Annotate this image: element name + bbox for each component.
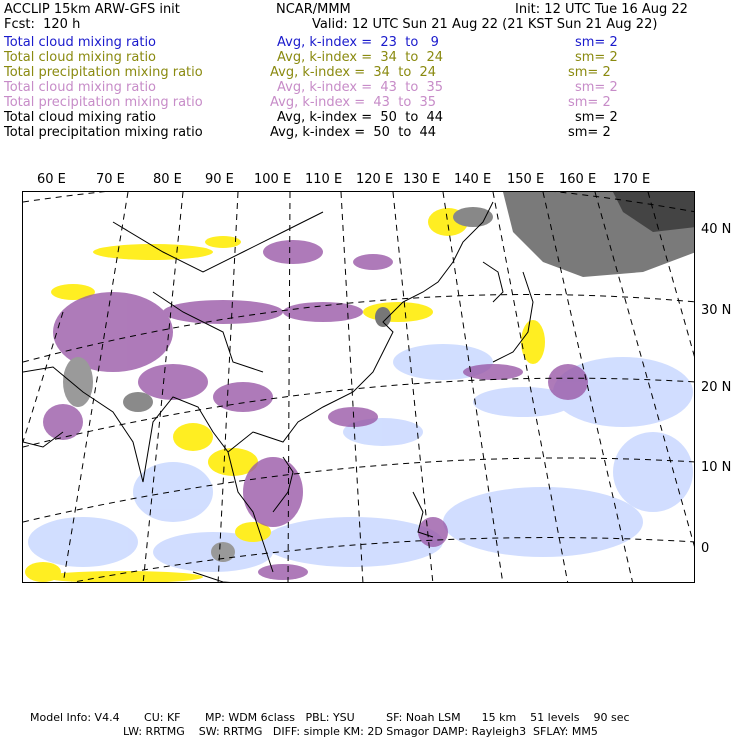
lon-label: 80 E <box>153 172 182 187</box>
field-sm: sm= 2 <box>575 50 618 65</box>
field-avg: Avg, k-index = 34 to 24 <box>270 65 437 80</box>
lat-label: 0 <box>701 541 710 556</box>
institution-label: NCAR/MMM <box>276 2 351 17</box>
lon-label: 140 E <box>454 172 492 187</box>
field-name: Total precipitation mixing ratio <box>4 65 203 80</box>
valid-time: Valid: 12 UTC Sun 21 Aug 22 (21 KST Sun 21 Aug 22) <box>312 17 658 32</box>
field-sm: sm= 2 <box>568 125 611 140</box>
field-name: Total precipitation mixing ratio <box>4 125 203 140</box>
lat-label: 20 N <box>701 380 732 395</box>
field-name: Total precipitation mixing ratio <box>4 95 203 110</box>
field-name: Total cloud mixing ratio <box>4 80 157 95</box>
field-avg: Avg, k-index = 23 to 9 <box>277 35 439 50</box>
lon-label: 170 E <box>613 172 651 187</box>
lon-label: 110 E <box>305 172 343 187</box>
field-sm: sm= 2 <box>575 110 618 125</box>
lon-label: 150 E <box>507 172 545 187</box>
field-sm: sm= 2 <box>575 80 618 95</box>
lat-label: 30 N <box>701 303 732 318</box>
lat-label: 10 N <box>701 460 732 475</box>
field-name: Total cloud mixing ratio <box>4 110 157 125</box>
map-panel <box>22 191 695 583</box>
lon-label: 70 E <box>96 172 125 187</box>
forecast-hour: Fcst: 120 h <box>4 17 81 32</box>
lon-label: 160 E <box>559 172 597 187</box>
lon-label: 60 E <box>37 172 66 187</box>
lon-label: 100 E <box>254 172 292 187</box>
field-name: Total cloud mixing ratio <box>4 35 157 50</box>
field-avg: Avg, k-index = 34 to 24 <box>277 50 444 65</box>
field-sm: sm= 2 <box>575 35 618 50</box>
model-info-line1: Model Info: V4.4 CU: KF MP: WDM 6class PBL: YSU SF: Noah LSM 15 km 51 levels 90 sec <box>30 711 630 724</box>
field-avg: Avg, k-index = 50 to 44 <box>270 125 437 140</box>
field-sm: sm= 2 <box>568 95 611 110</box>
field-avg: Avg, k-index = 43 to 35 <box>270 95 437 110</box>
field-avg: Avg, k-index = 50 to 44 <box>277 110 444 125</box>
lon-label: 120 E <box>356 172 394 187</box>
model-info-line2: LW: RRTMG SW: RRTMG DIFF: simple KM: 2D Smagor DAMP: Rayleigh3 SFLAY: MM5 <box>123 725 598 738</box>
map-canvas <box>23 192 695 583</box>
init-time: Init: 12 UTC Tue 16 Aug 22 <box>515 2 688 17</box>
field-sm: sm= 2 <box>568 65 611 80</box>
field-avg: Avg, k-index = 43 to 35 <box>277 80 444 95</box>
lon-label: 130 E <box>403 172 441 187</box>
lon-label: 90 E <box>205 172 234 187</box>
lat-label: 40 N <box>701 222 732 237</box>
field-name: Total cloud mixing ratio <box>4 50 157 65</box>
model-title: ACCLIP 15km ARW-GFS init <box>4 2 180 17</box>
